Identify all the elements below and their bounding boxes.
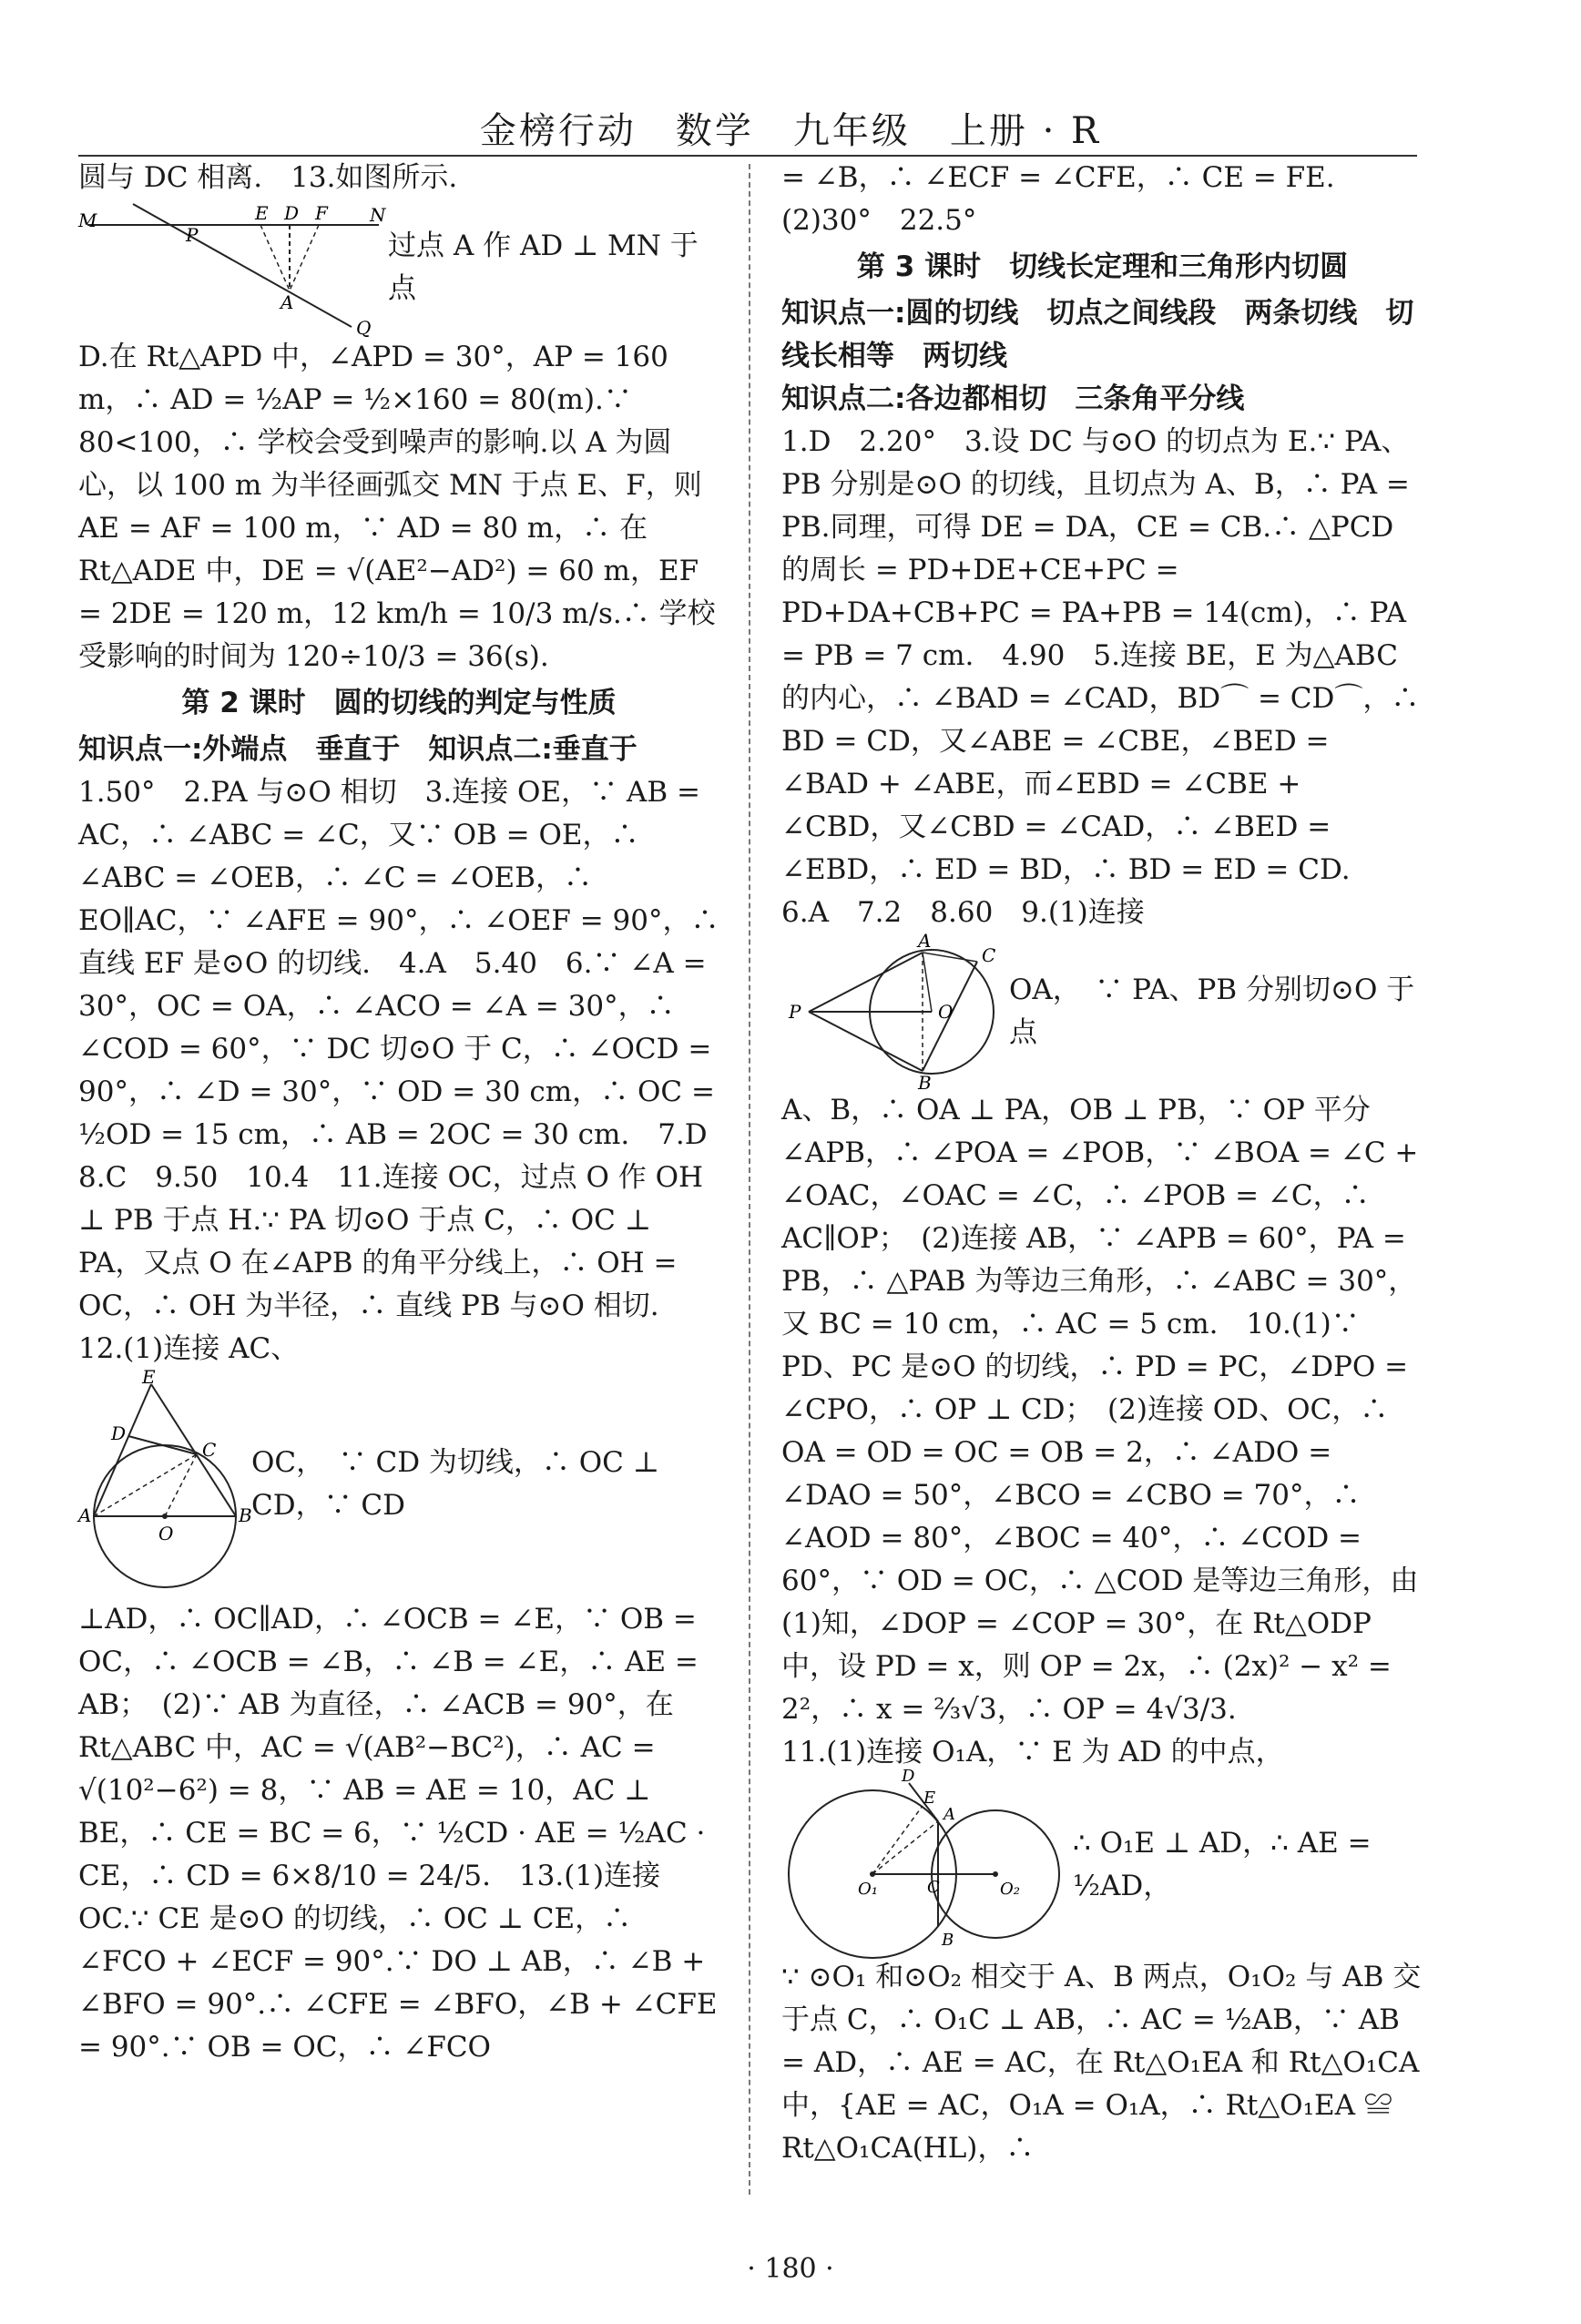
- svg-text:B: B: [942, 1931, 954, 1950]
- answer-text: ∵ ⊙O₁ 和⊙O₂ 相交于 A、B 两点，O₁O₂ 与 AB 交于点 C，∴ O₁C ⊥ AB，∴ AC = ½AB，∵ AB = AD，∴ AE = AC，在 Rt△O₁EA 和 Rt△O₁CA 中，{AE = AC，O₁A = O₁A，∴ Rt△O₁EA ≌ Rt△O₁CA(HL)，∴: [781, 1961, 1422, 2165]
- right-column: [781, 157, 1423, 2233]
- svg-text:A: A: [944, 1805, 955, 1824]
- left-column: [78, 157, 736, 2233]
- svg-text:C: C: [982, 944, 996, 966]
- svg-text:M: M: [78, 209, 97, 231]
- svg-text:A: A: [918, 930, 932, 952]
- svg-text:O: O: [158, 1523, 174, 1544]
- answer-text: 圆与 DC 相离. 13.如图所示.: [78, 161, 458, 194]
- svg-text:B: B: [918, 1072, 932, 1094]
- figure-caption-text: OA， ∵ PA、PB 分别切⊙O 于点: [1009, 973, 1415, 1049]
- section-heading: 第 2 课时 圆的切线的判定与性质: [181, 687, 617, 719]
- svg-text:E: E: [255, 202, 269, 224]
- answer-text: 1.50° 2.PA 与⊙O 相切 3.连接 OE，∵ AB = AC，∴ ∠ABC = ∠C，又∵ OB = OE，∴ ∠ABC = ∠OEB，∴ ∠C = ∠OEB，∴ EO∥AC，∵ ∠AFE = 90°，∴ ∠OEF = 90°，∴ 直线 EF 是⊙O 的切线. 4.A 5.40 6.∵ ∠A = 30°，OC = OA，∴ ∠ACO = ∠A = 30°，∴ ∠COD = 60°，∵ DC 切⊙O 于 C，∴ ∠OCD = 90°，∴ ∠D = 30°，∵ OD = 30 cm，∴ OC = ½OD = 15 cm，∴ AB = 2OC = 30 cm. 7.D 8.C 9.50 10.4 11.连接 OC，过点 O 作 OH ⊥ PB 于点 H.∵ PA 切⊙O 于点 C，∴ OC ⊥ PA，又点 O 在∠APB 的角平分线上，∴ OH = OC，∴ OH 为半径，∴ 直线 PB 与⊙O 相切. 12.(1)连接 AC、: [78, 776, 736, 1365]
- svg-text:F: F: [315, 202, 328, 224]
- answer-text: 1.D 2.20° 3.设 DC 与⊙O 的切点为 E.∵ PA、PB 分别是⊙O 的切线，且切点为 A、B，∴ PA = PB.同理，可得 DE = DA，CE = CB.∴ △PCD 的周长 = PD+DE+CE+PC = PD+DA+CB+PC = PA+PB = 14(cm)，∴ PA = PB = 7 cm. 4.90 5.连接 BE，E 为△ABC 的内心，∴ ∠BAD = ∠CAD，BD⌒ = CD⌒，∴ BD = CD，又∠ABE = ∠CBE，∠BED = ∠BAD + ∠ABE，而∠EBD = ∠CBE + ∠CBD，又∠CBD = ∠CAD，∴ ∠BED = ∠EBD，∴ ED = BD，∴ BD = ED = CD. 6.A 7.2 8.60 9.(1)连接: [781, 425, 1420, 929]
- figure-two-circles: [781, 1767, 1073, 1956]
- section-heading: 第 3 课时 切线长定理和三角形内切圆: [856, 250, 1349, 283]
- svg-text:O₂: O₂: [1000, 1880, 1020, 1899]
- svg-text:D: D: [111, 1422, 127, 1444]
- svg-text:P: P: [789, 1001, 801, 1023]
- svg-text:D: D: [284, 202, 300, 224]
- svg-text:C: C: [202, 1439, 217, 1461]
- figure-block: [781, 930, 1423, 1094]
- column-divider: [749, 164, 750, 2195]
- figure-circle-tangent: [78, 1366, 252, 1598]
- answer-text: D.在 Rt△APD 中，∠APD = 30°，AP = 160 m，∴ AD = ½AP = ½×160 = 80(m).∵ 80<100，∴ 学校会受到噪声的影响.以 A 为圆心，以 100 m 为半径画弧交 MN 于点 E、F，则 AE = AF = 100 m，∵ AD = 80 m，∴ 在 Rt△ADE 中，DE = √(AE²−AD²) = 60 m，EF = 2DE = 120 m，12 km/h = 10/3 m/s.∴ 学校受影响的时间为 120÷10/3 = 36(s).: [78, 341, 716, 673]
- figure-block: [78, 199, 719, 339]
- svg-text:N: N: [370, 204, 386, 226]
- knowledge-point: 知识点二:各边都相切 三条角平分线: [781, 382, 1245, 415]
- answer-text: ⊥AD，∴ OC∥AD，∴ ∠OCB = ∠E，∵ OB = OC，∴ ∠OCB = ∠B，∴ ∠B = ∠E，∴ AE = AB； (2)∵ AB 为直径，∴ ∠ACB = 90°，在 Rt△ABC 中，AC = √(AB²−BC²)，∴ AC = √(10²−6²) = 8，∵ AB = AE = 10，AC ⊥ BE，∴ CE = BC = 6，∵ ½CD · AE = ½AC · CE，∴ CD = 6×8/10 = 24/5. 13.(1)连接 OC.∵ CE 是⊙O 的切线，∴ OC ⊥ CE，∴ ∠FCO + ∠ECF = 90°.∵ DO ⊥ AB，∴ ∠B + ∠BFO = 90°.∴ ∠CFE = ∠BFO，∠B + ∠CFE = 90°.∵ OB = OC，∴ ∠FCO: [78, 1603, 718, 2064]
- svg-text:E: E: [923, 1789, 936, 1808]
- svg-text:Q: Q: [356, 317, 372, 339]
- svg-text:B: B: [239, 1504, 252, 1526]
- figure-caption-text: 过点 A 作 AD ⊥ MN 于点: [388, 229, 699, 305]
- svg-text:A: A: [280, 291, 294, 313]
- svg-text:P: P: [186, 224, 199, 246]
- figure-block: [781, 1767, 1423, 1956]
- svg-text:O₁: O₁: [858, 1880, 878, 1899]
- svg-text:C: C: [927, 1878, 940, 1897]
- page-number: · 180 ·: [747, 2253, 834, 2285]
- figure-caption-text: ∴ O₁E ⊥ AD，∴ AE = ½AD，: [1073, 1827, 1372, 1902]
- answer-text: = ∠B，∴ ∠ECF = ∠CFE，∴ CE = FE. (2)30° 22.5°: [781, 161, 1363, 237]
- figure-block: [78, 1366, 719, 1598]
- figure-caption-text: OC， ∵ CD 为切线，∴ OC ⊥ CD，∵ CD: [251, 1446, 659, 1522]
- svg-text:O: O: [938, 1001, 954, 1023]
- svg-text:E: E: [142, 1366, 156, 1388]
- svg-text:D: D: [902, 1767, 915, 1786]
- knowledge-point: 知识点一:圆的切线 切点之间线段 两条切线 切线长相等 两切线: [781, 297, 1414, 372]
- svg-text:A: A: [78, 1504, 92, 1526]
- figure-tangent-lengths: [781, 930, 1009, 1094]
- figure-mn-line: [78, 199, 388, 339]
- page-header: 金榜行动 数学 九年级 上册 · R: [479, 110, 1102, 152]
- knowledge-point: 知识点一:外端点 垂直于 知识点二:垂直于: [78, 733, 638, 766]
- answer-text: 11.(1)连接 O₁A，∵ E 为 AD 的中点，: [781, 1736, 1284, 1768]
- answer-text: A、B，∴ OA ⊥ PA，OB ⊥ PB，∵ OP 平分∠APB，∴ ∠POA = ∠POB，∵ ∠BOA = ∠C + ∠OAC，∠OAC = ∠C，∴ ∠POB = ∠C，∴ AC∥OP； (2)连接 AB，∵ ∠APB = 60°，PA = PB，∴ △PAB 为等边三角形，∴ ∠ABC = 30°，又 BC = 10 cm，∴ AC = 5 cm. 10.(1)∵ PD、PC 是⊙O 的切线，∴ PD = PC，∠DPO = ∠CPO，∴ OP ⊥ CD； (2)连接 OD、OC，∴ OA = OD = OC = OB = 2，∴ ∠ADO = ∠DAO = 50°，∠BCO = ∠CBO = 70°，∴ ∠AOD = 80°，∠BOC = 40°，∴ ∠COD = 60°，∵ OD = OC，∴ △COD 是等边三角形，由(1)知，∠DOP = ∠COP = 30°，在 Rt△ODP 中，设 PD = x，则 OP = 2x，∴ (2x)² − x² = 2²，∴ x = ⅔√3，∴ OP = 4√3/3.: [781, 1094, 1419, 1726]
